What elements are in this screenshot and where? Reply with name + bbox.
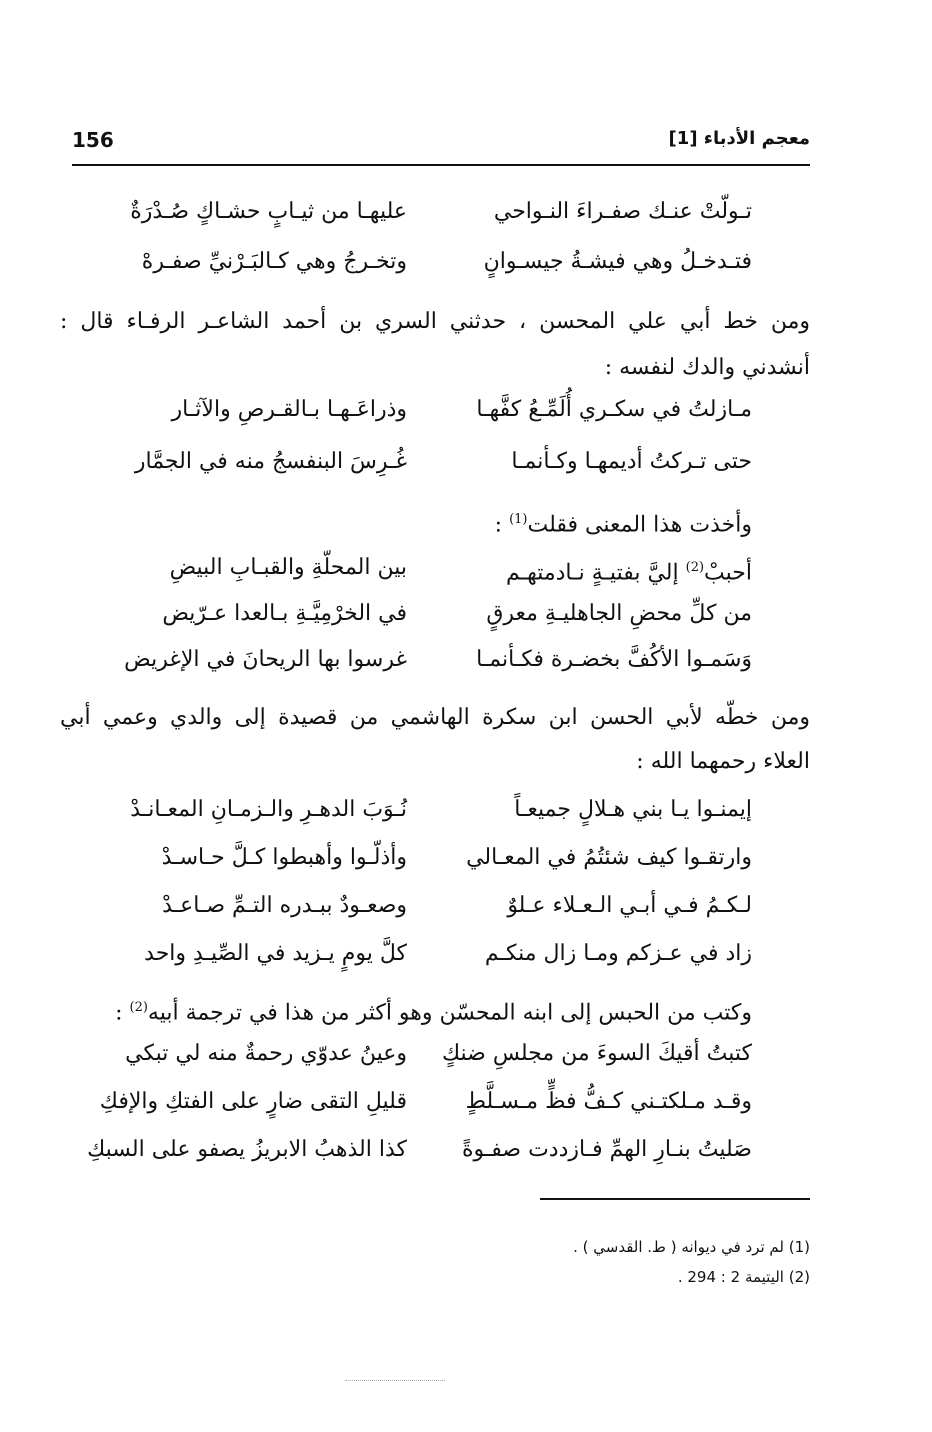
verse-hemistich-right: مـازلتُ في سكـري أُلَمِّـعُ كفَّهـا <box>476 397 752 422</box>
page-header <box>72 128 810 158</box>
verse-hemistich-right: تـولّتْ عنـك صفـراءَ النـواحي <box>493 199 752 224</box>
verse-hemistich-left: وأذلّـوا وأهبطوا كـلَّ حـاسـدْ <box>161 845 407 870</box>
verse-hemistich-right: كتبتُ أقيكَ السوءَ من مجلسِ ضنكٍ <box>442 1041 752 1066</box>
verse-hemistich-left: وتخـرجُ وهي كـالبَـرْنيِّ صفـرهْ <box>141 249 407 274</box>
verse-hemistich-right: وَسَمـوا الأكُفَّ بخضـرة فكـأنمـا <box>476 647 752 672</box>
verse-hemistich-left: وصعـودٌ ببـدره التـمِّ صـاعـدْ <box>162 893 407 918</box>
prose-text: : <box>494 512 510 538</box>
verse-hemistich-left: وعينُ عدوّي رحمةٌ منه لي تبكي <box>125 1041 407 1066</box>
prose-line: ومن خط أبي علي المحسن ، حدثني السري بن أحمد الشاعـر الرفـاء قال : <box>60 309 810 334</box>
verse-text: أحببْ <box>704 560 752 586</box>
verse-text: إليَّ بفتيـةٍ نـادمتهـم <box>505 560 686 586</box>
prose-line <box>115 992 752 1029</box>
prose-line <box>495 504 752 541</box>
verse-hemistich-left: غرسوا بها الريحانَ في الإغريض <box>124 647 407 672</box>
verse-hemistich-right: فتـدخـلُ وهي فيشـةُ جيسـوانٍ <box>483 249 752 274</box>
prose-line: ومن خطّه لأبي الحسن ابن سكرة الهاشمي من قصيدة إلى والدي وعمي أبي <box>60 705 810 730</box>
prose-text: وأخذت هذا المعنى فقلت <box>527 512 752 538</box>
verse-hemistich-left: كلَّ يومٍ يـزيد في الصِّيـدِ واحد <box>144 941 407 966</box>
verse-hemistich-left: كذا الذهبُ الابريزُ يصفو على السبكِ <box>87 1137 407 1162</box>
verse-hemistich-right: حتى تـركتُ أديمهـا وكـأنمـا <box>511 449 752 474</box>
footnote-marker: (2) <box>129 1000 148 1015</box>
prose-text: وكتب من الحبس إلى ابنه المحسّن وهو أكثر من هذا في ترجمة أبيه <box>147 1000 752 1026</box>
verse-hemistich-right: وارتقـوا كيف شئتُمُ في المعـالي <box>466 845 752 870</box>
footnote-marker: (2) <box>685 560 705 575</box>
prose-line: أنشدني والدك لنفسه : <box>604 355 810 380</box>
verse-hemistich-left: في الخرْمِيَّـةِ بـالعدا عـرّيض <box>162 601 407 626</box>
footnote: (2) اليتيمة 2 : 294 . <box>677 1268 810 1286</box>
verse-hemistich-right: لـكـمُ فـي أبـي الـعـلاء عـلوٌ <box>507 893 752 918</box>
book-title: معجم الأدباء [1] <box>668 128 810 149</box>
verse-hemistich-right <box>506 552 752 589</box>
verse-hemistich-left: وذراعَـهـا بـالقـرصِ والآثـار <box>171 397 407 422</box>
verse-hemistich-right: إيمنـوا يـا بني هـلالٍ جميعـاً <box>514 797 752 822</box>
scan-artifact-dots <box>345 1380 445 1381</box>
verse-hemistich-right: صَليتُ بنـارِ الهمِّ فـازددت صفـوةً <box>461 1137 752 1162</box>
footnote: (1) لم ترد في ديوانه ( ط. القدسي ) . <box>573 1238 810 1256</box>
footnote-rule <box>540 1198 810 1200</box>
verse-hemistich-right: زاد في عـزكم ومـا زال منكـم <box>484 941 752 966</box>
verse-hemistich-left: نُـوَبَ الدهـرِ والـزمـانِ المعـانـدْ <box>130 797 407 822</box>
verse-hemistich-left: قليلِ التقى ضارٍ على الفتكِ والإفكِ <box>99 1089 407 1114</box>
verse-hemistich-left: عليهـا من ثيـابٍ حشـاكٍ صُـدْرَةٌ <box>130 199 407 224</box>
prose-text: : <box>115 1000 130 1026</box>
page-number: 156 <box>72 128 114 152</box>
verse-hemistich-right: وقـد مـلكتـني كـفُّ فظٍّ مـسـلَّطٍ <box>465 1089 752 1114</box>
prose-line: العلاء رحمهما الله : <box>636 749 810 774</box>
verse-hemistich-right: من كلِّ محضِ الجاهليـةِ معرقٍ <box>486 601 752 626</box>
footnote-marker: (1) <box>509 512 528 527</box>
verse-hemistich-left: بين المحلّةِ والقبـابِ البيضِ <box>169 555 407 580</box>
header-rule <box>72 164 810 166</box>
verse-hemistich-left: غُـرِسَ البنفسجُ منه في الجمَّار <box>134 449 407 474</box>
